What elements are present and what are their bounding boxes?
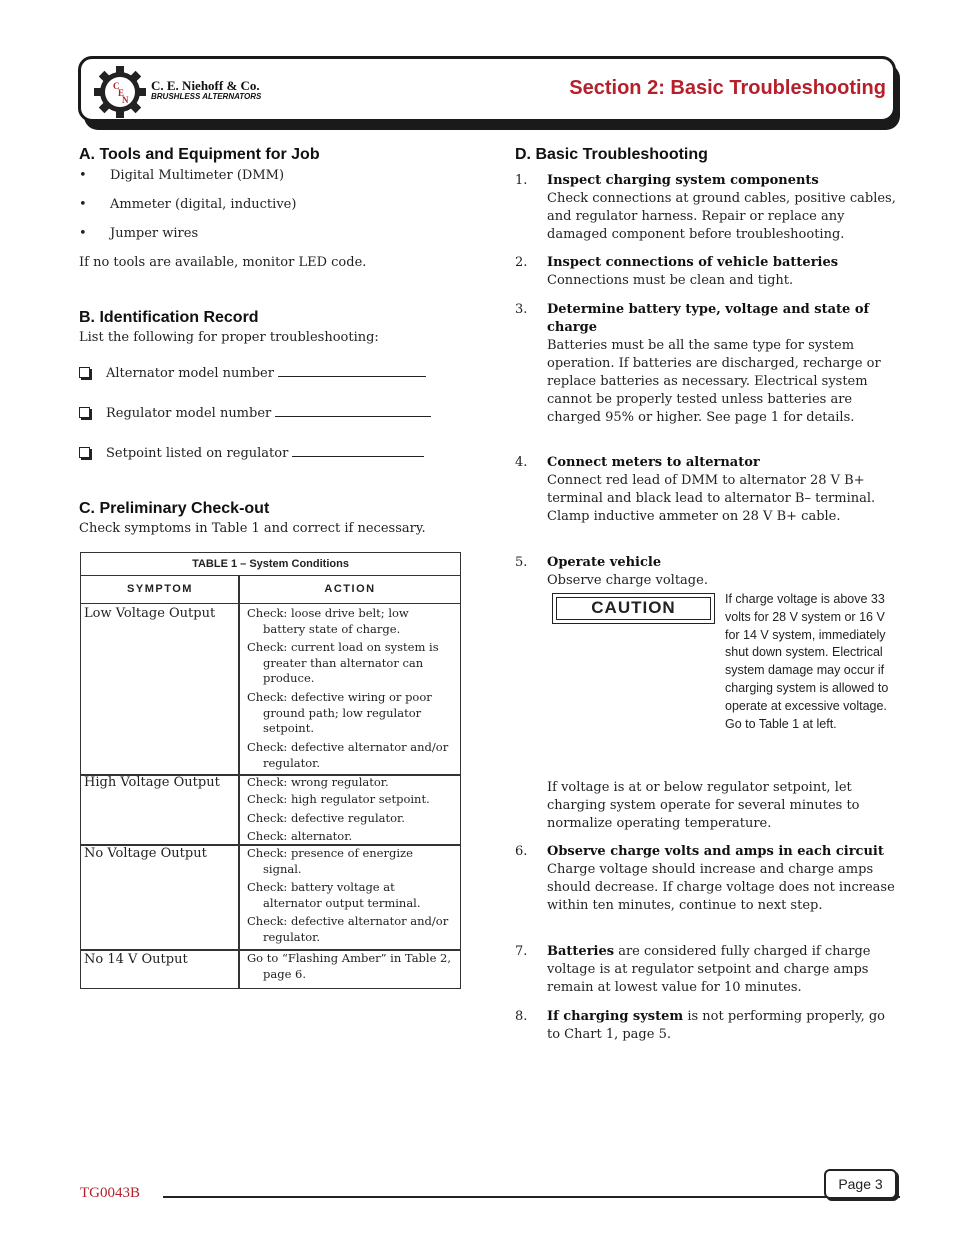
step-number: 7. (515, 944, 528, 959)
step-2 (547, 254, 899, 290)
page-number: Page 3 (824, 1169, 897, 1199)
step-heading: Inspect connections of vehicle batteries (547, 255, 839, 270)
action-cell: Check: current load on system is greater than alternator can produce. (247, 640, 439, 685)
step-heading: Determine battery type, voltage and state of charge (547, 302, 870, 335)
step-body: Observe charge voltage. (547, 573, 708, 588)
section-c-intro: Check symptoms in Table 1 and correct if necessary. (79, 521, 426, 536)
step-1 (547, 172, 899, 244)
column-header-symptom: SYMPTOM (127, 583, 193, 595)
action-cell: Check: wrong regulator. (247, 775, 389, 789)
checklist-label: Setpoint listed on regulator (106, 446, 289, 461)
checkbox-icon[interactable] (79, 367, 90, 378)
column-divider (238, 576, 240, 988)
action-cell: Check: loose drive belt; low battery state of charge. (247, 606, 409, 636)
action-cell: Check: alternator. (247, 829, 353, 843)
step-number: 4. (515, 455, 528, 470)
step-5 (547, 554, 899, 590)
step-heading: Batteries (547, 944, 615, 959)
step-heading: If charging system (547, 1009, 684, 1024)
step-heading: Inspect charging system components (547, 173, 819, 188)
fill-in-line[interactable] (292, 445, 424, 457)
list-item-label: Ammeter (digital, inductive) (110, 197, 297, 212)
action-cell: Check: defective wiring or poor ground path; low regulator setpoint. (247, 690, 432, 735)
action-cell: Check: high regulator setpoint. (247, 792, 430, 806)
step-body: Charge voltage should increase and charge amps should decrease. If charge voltage does not increase within ten minutes, continue to next step. (547, 862, 895, 913)
fill-in-line[interactable] (275, 405, 431, 417)
section-c-heading: C. Preliminary Check-out (79, 500, 270, 517)
action-cell: Check: defective regulator. (247, 811, 405, 825)
symptom-cell: No 14 V Output (84, 952, 188, 967)
bullet-icon: • (79, 197, 87, 212)
checklist-item (79, 445, 424, 461)
tools-note: If no tools are available, monitor LED code. (79, 255, 367, 270)
step-number: 2. (515, 255, 528, 270)
step-8 (547, 1008, 895, 1044)
action-cell: Check: defective alternator and/or regulator. (247, 914, 449, 944)
checkbox-icon[interactable] (79, 447, 90, 458)
step-number: 6. (515, 844, 528, 859)
step-number: 3. (515, 302, 528, 317)
section-b-heading: B. Identification Record (79, 309, 259, 326)
step-6 (547, 843, 903, 915)
company-logo (94, 66, 146, 118)
table-header-row (81, 576, 460, 604)
list-item-label: Digital Multimeter (DMM) (110, 168, 285, 183)
step-5-continued: If voltage is at or below regulator setpoint, let charging system operate for several minutes to normalize operating temperature. (547, 780, 860, 831)
step-3 (547, 301, 895, 427)
action-cell: Check: presence of energize signal. (247, 846, 413, 876)
footer-rule (163, 1196, 900, 1198)
section-d-heading: D. Basic Troubleshooting (515, 146, 708, 163)
symptom-cell: High Voltage Output (84, 775, 220, 790)
action-cell: Check: battery voltage at alternator output terminal. (247, 880, 421, 910)
checkbox-icon[interactable] (79, 407, 90, 418)
svg-text:N: N (122, 95, 129, 105)
step-number: 5. (515, 555, 528, 570)
step-heading: Observe charge volts and amps in each circuit (547, 844, 884, 859)
caution-box (552, 593, 715, 624)
step-body: are considered fully charged if charge voltage is at regulator setpoint and charge amps remain at lowest value for 10 minutes. (547, 944, 871, 995)
step-body: Batteries must be all the same type for system operation. If batteries are discharged, recharge or replace batteries as necessary. Electrical system cannot be properly tested unless batteries are charged 95% or higher. See page 1 for details. (547, 338, 881, 425)
system-conditions-table (80, 552, 461, 989)
step-heading: Operate vehicle (547, 555, 662, 570)
step-body: Connect red lead of DMM to alternator 28 V B+ terminal and black lead to alternator B– terminal. Clamp inductive ammeter on 28 V B+ cable. (547, 473, 876, 524)
action-cell: Check: defective alternator and/or regulator. (247, 740, 449, 770)
column-header-action: ACTION (324, 583, 376, 595)
step-7 (547, 943, 895, 997)
checklist-label: Alternator model number (106, 366, 274, 381)
fill-in-line[interactable] (278, 365, 426, 377)
symptom-cell: Low Voltage Output (84, 606, 216, 621)
svg-text:E: E (118, 88, 125, 98)
action-cell: Go to “Flashing Amber” in Table 2, page 6. (247, 951, 452, 981)
company-name: C. E. Niehoff & Co. (151, 78, 260, 93)
section-title: Section 2: Basic Troubleshooting (569, 77, 886, 99)
section-a-heading: A. Tools and Equipment for Job (79, 146, 320, 163)
step-number: 8. (515, 1009, 528, 1024)
checklist-item (79, 405, 431, 421)
step-body: Connections must be clean and tight. (547, 273, 794, 288)
svg-text:C: C (113, 81, 120, 91)
company-subtitle: BRUSHLESS ALTERNATORS (151, 92, 262, 101)
document-code: TG0043B (80, 1185, 140, 1201)
caution-note: If charge voltage is above 33 volts for 28 V system or 16 V for 14 V system, immediately shut down system. Electrical system damage may occur if charging system is allowed to operate at excessive voltage. Go to Table 1 at left. (725, 592, 889, 731)
caution-label: CAUTION (556, 597, 711, 620)
step-body: Check connections at ground cables, positive cables, and regulator harness. Repair or replace any damaged component before troubleshooting. (547, 191, 896, 242)
step-4 (547, 454, 893, 526)
symptom-cell: No Voltage Output (84, 846, 207, 861)
section-b-intro: List the following for proper troubleshooting: (79, 330, 379, 345)
step-number: 1. (515, 173, 528, 188)
bullet-icon: • (79, 168, 87, 183)
list-item-label: Jumper wires (110, 226, 199, 241)
bullet-icon: • (79, 226, 87, 241)
table-caption: TABLE 1 – System Conditions (81, 553, 460, 576)
step-heading: Connect meters to alternator (547, 455, 760, 470)
checklist-label: Regulator model number (106, 406, 272, 421)
checklist-item (79, 365, 426, 381)
step-body: is not performing properly, go to Chart 1, page 5. (547, 1009, 886, 1042)
